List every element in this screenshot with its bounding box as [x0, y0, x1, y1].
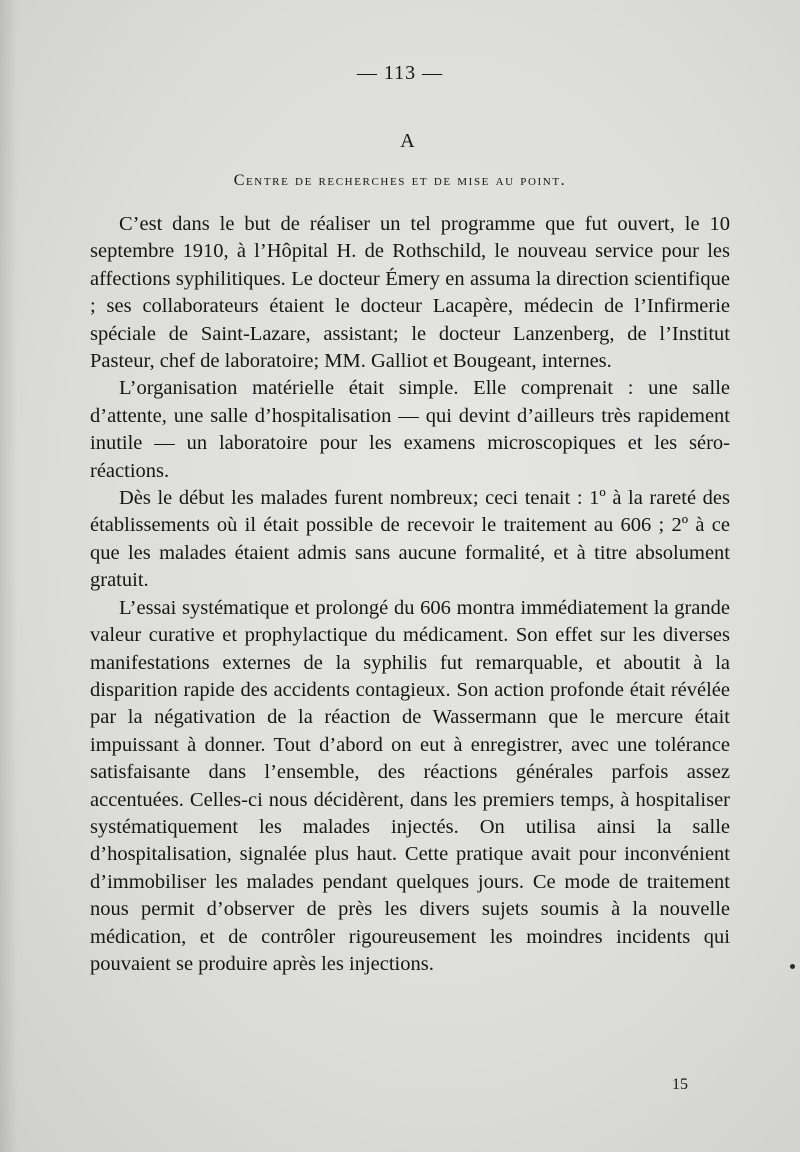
section-title: Centre de recherches et de mise au point. [233, 172, 567, 189]
paragraph: L’organisation matérielle était simple. Elle comprenait : une salle d’attente, une salle d’hospitalisation — qui devint d’ailleurs très rapidement inutile — un laboratoire pour les examens microscopiques et les séro-réactions. [90, 377, 730, 482]
page-number: — 113 — [356, 62, 444, 84]
section-letter: A [400, 130, 415, 152]
printer-signature-mark: 15 [672, 1076, 688, 1093]
ink-speck [790, 964, 795, 969]
body-text [90, 211, 730, 978]
paragraph: C’est dans le but de réaliser un tel programme que fut ouvert, le 10 septembre 1910, à l’Hôpital H. de Rothschild, le nouveau service pour les affections syphilitiques. Le docteur Émery en assuma la direction scientifique ; ses collaborateurs étaient le docteur Lacapère, médecin de l’Infirmerie spéciale de Saint-Lazare, assistant; le docteur Lanzenberg, de l’Institut Pasteur, chef de laboratoire; MM. Galliot et Bougeant, internes. [90, 213, 730, 373]
paragraph: L’essai systématique et prolongé du 606 montra immédiatement la grande valeur curative et prophylactique du médicament. Son effet sur les diverses manifestations externes de la syphilis fut remarquable, et aboutit à la disparition rapide des accidents contagieux. Son action profonde était révélée par la négativation de la réaction de Wassermann que le mercure était impuissant à donner. Tout d’abord on eut à enregistrer, avec une tolérance satisfaisante dans l’ensemble, des réactions générales parfois assez accentuées. Celles-ci nous décidèrent, dans les premiers temps, à hospitaliser systématiquement les malades injectés. On utilisa ainsi la salle d’hospitalisation, signalée plus haut. Cette pratique avait pour inconvénient d’immobiliser les malades pendant quelques jours. Ce mode de traitement nous permit d’observer de près les divers sujets soumis à la nouvelle médication, et de contrôler rigoureusement les moindres incidents qui pouvaient se produire après les injections. [90, 596, 730, 975]
paragraph: Dès le début les malades furent nombreux; ceci tenait : 1º à la rareté des établissements où il était possible de recevoir le traitement au 606 ; 2º à ce que les malades étaient admis sans aucune formalité, et à titre absolument gratuit. [90, 487, 730, 592]
